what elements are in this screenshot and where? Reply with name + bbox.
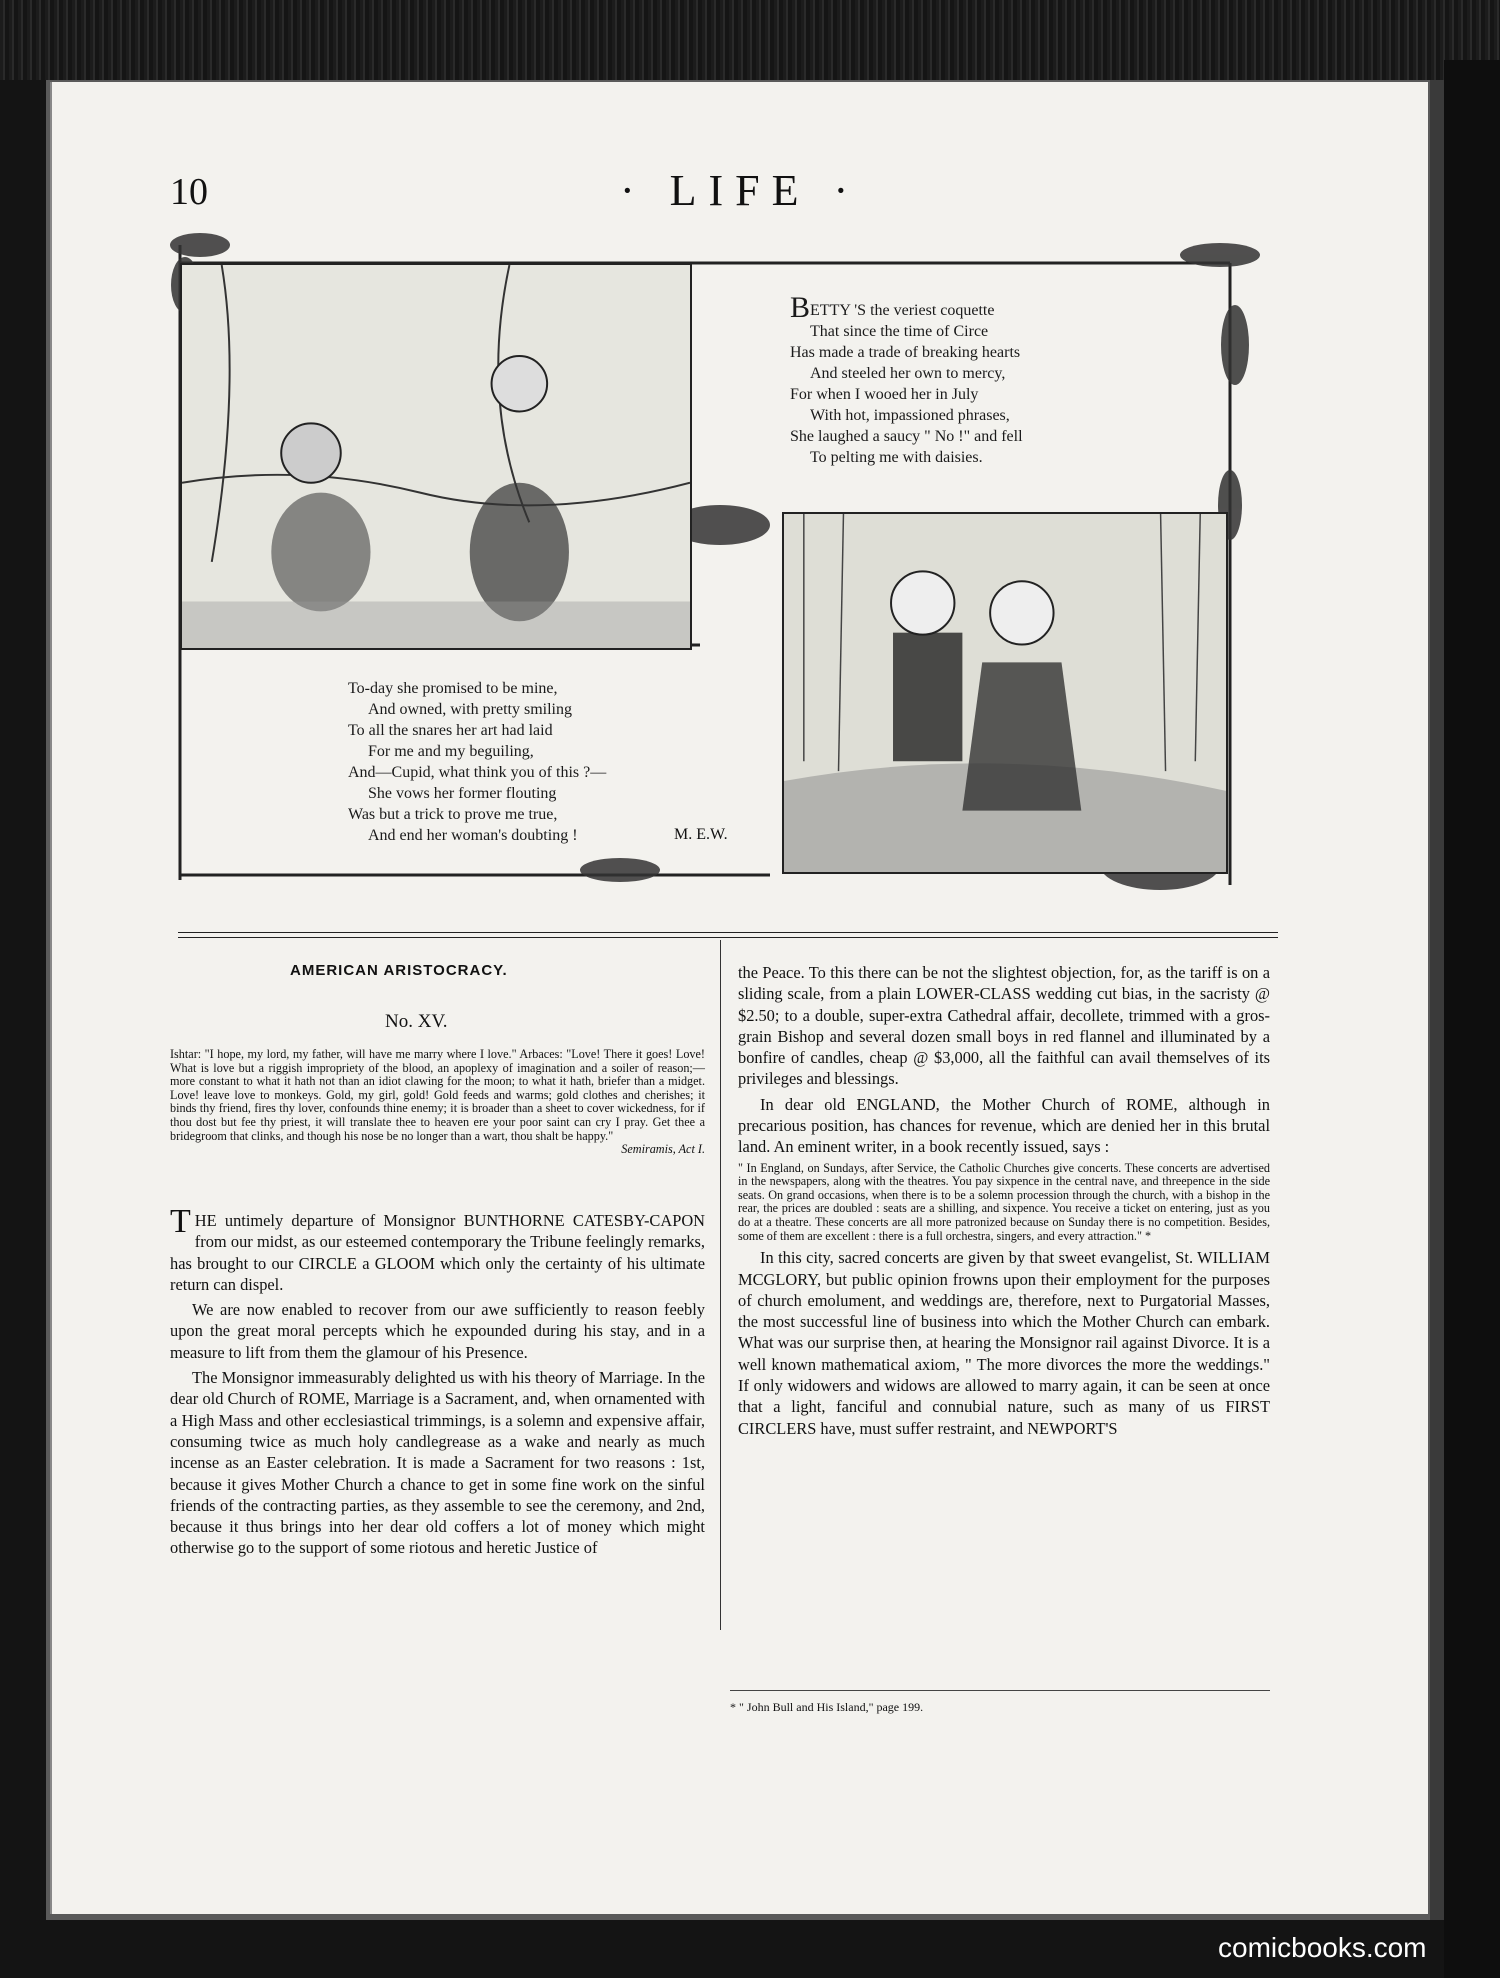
- article-number: No. XV.: [385, 1011, 448, 1032]
- poem-line: Has made a trade of breaking hearts: [790, 344, 1021, 361]
- poem-line: To pelting me with daisies.: [810, 449, 983, 466]
- article-epigraph: [170, 1048, 705, 1157]
- illustration-courting-scene: [180, 263, 692, 650]
- column-divider: [720, 940, 721, 1630]
- article-left-column: [170, 1203, 705, 1563]
- article-paragraph: In this city, sacred concerts are given by that sweet evangelist, St. WILLIAM MCGLORY, but public opinion frowns upon their employment for the purposes of church emolument, and weddings are, therefore, next to Purgatorial Masses, the most successful line of business into which the Mother Church can embark. What was our surprise then, at hearing the Monsignor rail against Divorce. It is a well known mathematical axiom, " The more divorces the more the weddings." If only widowers and widows are allowed to marry again, it can be seen at once that a light, fanciful and connubial nature, such as many of us FIRST CIRCLERS have, must suffer restraint, and NEWPORT'S: [738, 1248, 1270, 1438]
- article-dropcap: T: [170, 1203, 191, 1240]
- poem-line: Was but a trick to prove me true,: [348, 806, 558, 823]
- scan-border-top: [0, 0, 1500, 80]
- page-number: 10: [170, 171, 208, 213]
- poem-line: That since the time of Circe: [810, 323, 989, 340]
- poem-signature: M. E.W.: [674, 826, 728, 843]
- article-paragraph: In dear old ENGLAND, the Mother Church of ROME, although in precarious position, has chances for revenue, which are denied her in this brutal land. An eminent writer, in a book recently issued, says :: [738, 1094, 1270, 1157]
- epigraph-text: Ishtar: "I hope, my lord, my father, will have me marry where I love." Arbaces: "Love! There it goes! Love! What is love but a riggish impropriety of the blood, an apoplexy of imagination and a soiler of reason;—more constant to what it hath not than an idiot clawing for the moon; to what it hath, briefer than a midget. Love! leave love to monkeys. Gold, my girl, gold! Gold feeds and warms; gold clothes and cherishes; it binds thy friend, fires thy lover, confounds thine enemy; it is broader than a sheet to cover wickedness, for if thou dost but fee thy priest, it will translate thee to heaven ere your poor saint can cry I pray. Get thee a bridegroom that clinks, and though his nose be no longer than a wart, thou shalt be happy.": [170, 1047, 705, 1143]
- article-paragraph: HE untimely departure of Monsignor BUNTHORNE CATESBY-CAPON from our midst, as our esteemed contemporary the Tribune feelingly remarks, has brought to our CIRCLE a GLOOM which only the certainty of his ultimate return can dispel.: [170, 1211, 705, 1294]
- poem-dropcap: B: [790, 291, 811, 324]
- masthead: · LIFE ·: [620, 166, 861, 215]
- poem-line: And steeled her own to mercy,: [810, 365, 1006, 382]
- section-rule-bottom: [178, 937, 1278, 938]
- article-paragraph: The Monsignor immeasurably delighted us with his theory of Marriage. In the dear old Church of ROME, Marriage is a Sacrament, and, when ornamented with a High Mass and other ecclesiastical trimmings, is a solemn and expensive affair, consuming twice as much holy candlegrease as a wake and nearly as much incense as an Easter celebration. It is made a Sacrament for two reasons : 1st, because it gives Mother Church a chance to get in some fine work on the sinful friends of the contracting parties, as they assemble to see the ceremony, and 2nd, because it thus brings into her dear old coffers a lot of money which might otherwise go to the support of some riotous and heretic Justice of: [170, 1368, 705, 1558]
- section-rule-top: [178, 932, 1278, 933]
- poem-line: ETTY 'S the veriest coquette: [810, 302, 995, 319]
- poem-line: She vows her former flouting: [368, 785, 557, 802]
- poem-line: She laughed a saucy " No !" and fell: [790, 428, 1023, 445]
- article-paragraph: the Peace. To this there can be not the slightest objection, for, as the tariff is on a sliding scale, from a plain LOWER-CLASS wedding cut bias, in the sacristy @ $2.50; to a double, super-extra Cathedral affair, decollete, trimmed with a gros-grain Bishop and several dozen small boys in red flannel and illuminated by a bonfire of candles, cheap @ $3,000, all the faithful can avail themselves of its privileges and blessings.: [738, 963, 1270, 1089]
- poem-top-stanza: [790, 291, 1023, 468]
- poem-line: And owned, with pretty smiling: [368, 701, 572, 718]
- scan-border-right: [1444, 60, 1500, 1978]
- poem-line: With hot, impassioned phrases,: [810, 407, 1010, 424]
- poem-line: And—Cupid, what think you of this ?—: [348, 764, 607, 781]
- article-footnote: * " John Bull and His Island," page 199.: [730, 1700, 924, 1714]
- poem-line: To all the snares her art had laid: [348, 722, 553, 739]
- poem-line: For me and my beguiling,: [368, 743, 534, 760]
- article-quote: " In England, on Sundays, after Service, the Catholic Churches give concerts. These concerts are advertised in the newspapers, along with the theatres. You pay sixpence in the central nave, and threepence in the side seats. On grand occasions, when there is to be a solemn procession through the church, with a bishop in the rear, the prices are doubled : seats are a shilling, and sixpence. You receive a ticket on entering, just as you do at a theatre. These concerts are all more patronized because on Sunday there is no competition. Besides, some of them are excellent : there is a full orchestra, singers, and every attraction." *: [738, 1160, 1270, 1243]
- illustration-couple-walking: [782, 512, 1228, 874]
- footnote-rule: [730, 1690, 1270, 1691]
- poem-line: To-day she promised to be mine,: [348, 680, 558, 697]
- article-paragraph: We are now enabled to recover from our awe sufficiently to reason feebly upon the great moral percepts which he expounded during his stay, and in a measure to lift from them the glamour of his Presence.: [170, 1300, 705, 1362]
- poem-line: And end her woman's doubting !: [368, 827, 578, 844]
- watermark: comicbooks.com: [1218, 1932, 1427, 1963]
- article-title: AMERICAN ARISTOCRACY.: [290, 962, 508, 979]
- article-right-column: [738, 962, 1270, 1443]
- epigraph-attribution: Semiramis, Act I.: [621, 1142, 705, 1157]
- poem-bottom-stanza: [348, 678, 606, 846]
- poem-line: For when I wooed her in July: [790, 386, 979, 403]
